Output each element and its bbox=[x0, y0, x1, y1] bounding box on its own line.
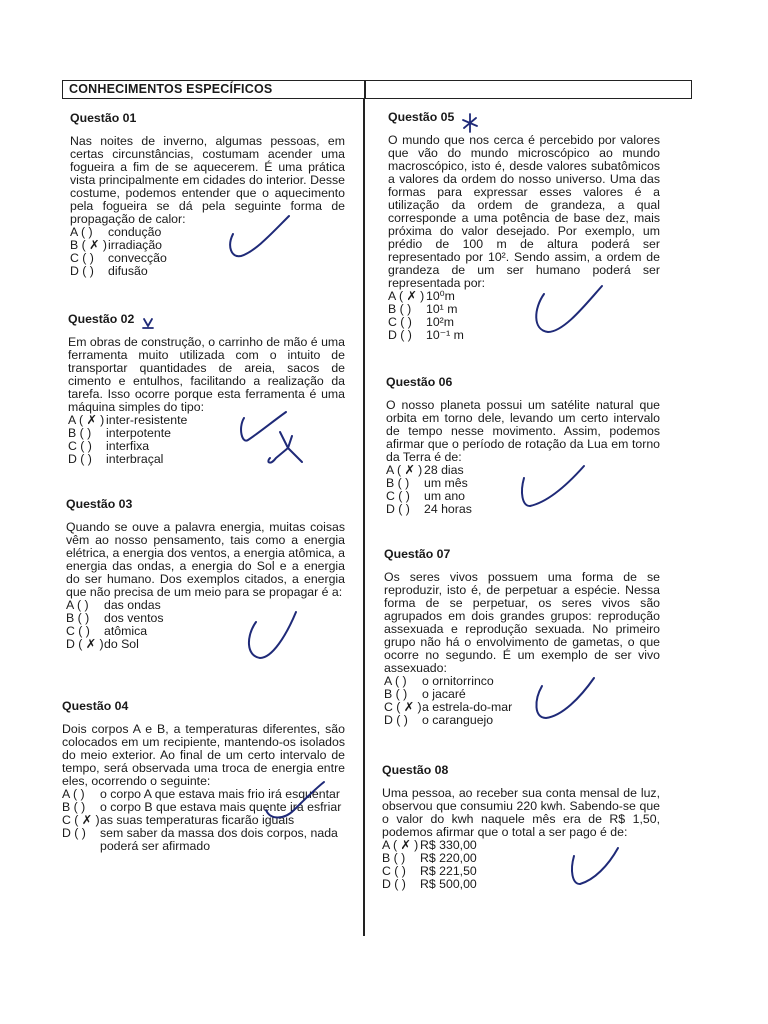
question-08 bbox=[382, 764, 660, 891]
option-text: o corpo A que estava mais frio irá esquentar bbox=[100, 787, 340, 801]
option-label: D ( ✗ ) bbox=[66, 637, 104, 651]
question-04 bbox=[62, 700, 345, 853]
option-label: D ( ) bbox=[70, 264, 94, 278]
option-text: 24 horas bbox=[424, 502, 472, 516]
option-text: inter-resistente bbox=[106, 413, 188, 427]
option-text: interbraçal bbox=[106, 452, 164, 466]
option-text: interfixa bbox=[106, 439, 150, 453]
question-text: Nas noites de inverno, algumas pessoas, em certas circunstâncias, costumam acender uma fogueira a fim de se aquecerem. É uma prática vista principalmente em cidades do interior. Desse costume, podemos entender que o aquecimento pela fogueira se dá pela seguinte forma de propagação de calor: bbox=[70, 134, 345, 226]
option-d[interactable] bbox=[388, 329, 660, 342]
option-label: A ( ) bbox=[384, 674, 407, 688]
option-text: convecção bbox=[108, 251, 167, 265]
option-text: 10¹ m bbox=[426, 302, 458, 316]
question-05 bbox=[388, 111, 660, 342]
option-label: D ( ) bbox=[386, 502, 410, 516]
option-label: C ( ) bbox=[66, 624, 90, 638]
option-text: o corpo B que estava mais quente irá esfriar bbox=[100, 800, 342, 814]
question-06 bbox=[386, 376, 660, 516]
header-divider bbox=[364, 81, 366, 98]
option-label: A ( ) bbox=[70, 225, 93, 239]
question-text: O mundo que nos cerca é percebido por valores que vão do mundo microscópico ao mundo macroscópico, isto é, desde valores subatômicos a valores da ordem do nosso universo. Uma das formas para expressar esses valores é a utilização da ordem de grandeza, a qual corresponde a uma potência de base dez, mais próxima do valor desejado. Por exemplo, um prédio de 100 m de altura poderá ser representado por 10². Sendo assim, a ordem de grandeza de um ser humano poderá ser representada por: bbox=[388, 133, 660, 290]
option-label: B ( ) bbox=[384, 687, 408, 701]
question-title: Questão 01 bbox=[70, 111, 137, 125]
option-label: A ( ✗ ) bbox=[386, 463, 423, 477]
option-label: A ( ✗ ) bbox=[388, 289, 425, 303]
header-box bbox=[62, 80, 692, 99]
option-label: B ( ) bbox=[66, 611, 90, 625]
question-title: Questão 05 bbox=[388, 110, 455, 124]
option-text: o jacaré bbox=[422, 687, 466, 701]
option-text: interpotente bbox=[106, 426, 171, 440]
option-label: D ( ) bbox=[68, 452, 92, 466]
option-text: 28 dias bbox=[424, 463, 464, 477]
option-text: 10²m bbox=[426, 315, 455, 329]
option-d[interactable] bbox=[386, 503, 660, 516]
option-d[interactable] bbox=[68, 453, 345, 466]
option-text: um ano bbox=[424, 489, 466, 503]
question-07 bbox=[384, 548, 660, 727]
option-label: A ( ) bbox=[62, 787, 85, 801]
question-title: Questão 02 bbox=[68, 312, 135, 326]
option-d[interactable] bbox=[70, 265, 345, 278]
option-label: B ( ) bbox=[388, 302, 412, 316]
option-text: o caranguejo bbox=[422, 713, 494, 727]
option-text: difusão bbox=[108, 264, 148, 278]
question-text: O nosso planeta possui um satélite natural que orbita em torno dele, levando um certo intervalo de tempo nesse movimento. Assim, podemos afirmar que o período de rotação da Lua em torno da Terra é de: bbox=[386, 398, 660, 464]
option-label: C ( ) bbox=[388, 315, 412, 329]
column-divider bbox=[363, 98, 365, 936]
option-label: C ( ✗ ) bbox=[62, 813, 100, 827]
option-label: A ( ) bbox=[66, 598, 89, 612]
option-text: do Sol bbox=[104, 637, 139, 651]
section-title: CONHECIMENTOS ESPECÍFICOS bbox=[69, 82, 273, 96]
option-text: R$ 221,50 bbox=[420, 864, 477, 878]
question-text: Dois corpos A e B, a temperaturas diferentes, são colocados em um recipiente, mantendo-os isolados do meio exterior. Ao final de um certo intervalo de tempo, será observada uma troca de energia entre eles, ocorrendo o seguinte: bbox=[62, 722, 345, 788]
option-text: R$ 220,00 bbox=[420, 851, 477, 865]
option-text: R$ 500,00 bbox=[420, 877, 477, 891]
option-text: condução bbox=[108, 225, 162, 239]
option-text: as suas temperaturas ficarão iguais bbox=[100, 813, 295, 827]
option-d[interactable] bbox=[382, 878, 660, 891]
option-text: um mês bbox=[424, 476, 468, 490]
option-label: A ( ✗ ) bbox=[382, 838, 419, 852]
option-text: dos ventos bbox=[104, 611, 164, 625]
option-d[interactable] bbox=[384, 714, 660, 727]
question-title: Questão 07 bbox=[384, 547, 451, 561]
option-text: irradiação bbox=[108, 238, 162, 252]
option-label: C ( ✗ ) bbox=[384, 700, 422, 714]
question-01 bbox=[70, 112, 345, 278]
option-label: C ( ) bbox=[382, 864, 406, 878]
option-label: B ( ) bbox=[382, 851, 406, 865]
question-text: Quando se ouve a palavra energia, muitas coisas vêm ao nosso pensamento, tais como a energia elétrica, a energia dos ventos, a energia atômica, a energia das ondas, a energia do Sol e a energia do ser humano. Dos exemplos citados, a energia que não precisa de um meio para se propagar é a: bbox=[66, 520, 345, 599]
question-03 bbox=[66, 498, 345, 651]
question-title: Questão 04 bbox=[62, 699, 129, 713]
option-text: das ondas bbox=[104, 598, 161, 612]
option-label: C ( ) bbox=[68, 439, 92, 453]
question-title: Questão 06 bbox=[386, 375, 453, 389]
question-text: Em obras de construção, o carrinho de mão é uma ferramenta muito utilizada com o intuito de transportar quantidades de areia, sacos de cimento e entulhos, facilitando a realização da tarefa. Isso ocorre porque esta ferramenta é uma máquina simples do tipo: bbox=[68, 335, 345, 414]
question-title: Questão 08 bbox=[382, 763, 449, 777]
option-text: atômica bbox=[104, 624, 148, 638]
option-label: B ( ✗ ) bbox=[70, 238, 107, 252]
option-label: B ( ) bbox=[68, 426, 92, 440]
question-title: Questão 03 bbox=[66, 497, 133, 511]
option-label: D ( ) bbox=[382, 877, 406, 891]
option-label: D ( ) bbox=[62, 826, 86, 840]
option-label: D ( ) bbox=[388, 328, 412, 342]
option-label: C ( ) bbox=[386, 489, 410, 503]
option-label: A ( ✗ ) bbox=[68, 413, 105, 427]
option-label: B ( ) bbox=[62, 800, 86, 814]
question-02 bbox=[68, 313, 345, 466]
option-text: o ornitorrinco bbox=[422, 674, 494, 688]
question-text: Os seres vivos possuem uma forma de se reproduzir, isto é, de perpetuar a espécie. Nessa forma de se perpetuar, os seres vivos são agrupados em dois grandes grupos: reprodução assexuada e reprodução sexuada. No primeiro grupo não há o envolvimento de gametas, o que ocorre no segundo. É um exemplo de ser vivo assexuado: bbox=[384, 570, 660, 675]
question-text: Uma pessoa, ao receber sua conta mensal de luz, observou que consumiu 220 kwh. Sabendo-se que o valor do kwh naquele mês era de R$ 1,50, podemos afirmar que o total a ser pago é de: bbox=[382, 786, 660, 839]
option-label: C ( ) bbox=[70, 251, 94, 265]
option-d[interactable] bbox=[62, 827, 345, 853]
option-text: R$ 330,00 bbox=[420, 838, 477, 852]
option-d[interactable] bbox=[66, 638, 345, 651]
option-text: a estrela-do-mar bbox=[422, 700, 513, 714]
option-label: B ( ) bbox=[386, 476, 410, 490]
option-text: 10⁰m bbox=[426, 289, 455, 303]
option-text: 10⁻¹ m bbox=[426, 328, 464, 342]
option-label: D ( ) bbox=[384, 713, 408, 727]
option-text: sem saber da massa dos dois corpos, nada poderá ser afirmado bbox=[100, 826, 338, 853]
